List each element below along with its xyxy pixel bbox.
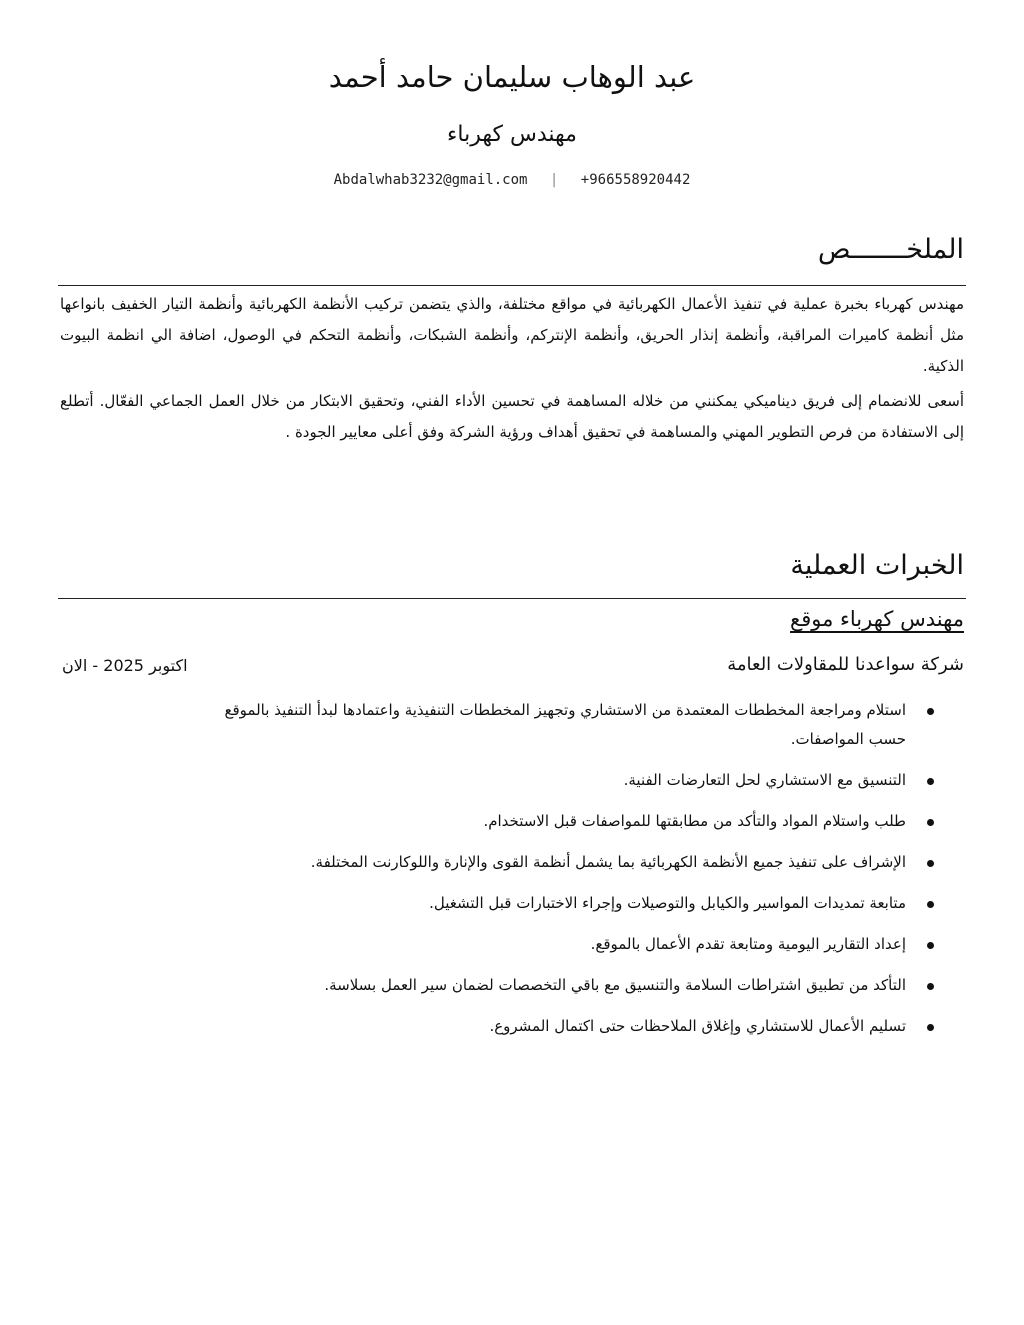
company-name: شركة سواعدنا للمقاولات العامة <box>727 654 964 675</box>
list-item-text: تسليم الأعمال للاستشاري وإغلاق الملاحظات حتى اكتمال المشروع. <box>489 1017 906 1035</box>
list-item <box>195 971 934 1000</box>
list-item <box>195 848 934 877</box>
job-title: مهندس كهرباء موقع <box>790 607 964 631</box>
list-item <box>195 807 934 836</box>
contact-separator: | <box>549 172 559 188</box>
list-item-text: طلب واستلام المواد والتأكد من مطابقتها للمواصفات قبل الاستخدام. <box>483 812 906 830</box>
list-item <box>195 1012 934 1041</box>
experience-divider <box>58 598 966 599</box>
list-item-text: الإشراف على تنفيذ جميع الأنظمة الكهربائية بما يشمل أنظمة القوى والإنارة واللوكارنت المختلفة. <box>310 853 906 871</box>
email-link[interactable]: Abdalwhab3232@gmail.com <box>333 172 528 188</box>
list-item <box>195 766 934 795</box>
phone-number[interactable]: +966558920442 <box>580 172 691 188</box>
bullet-icon <box>927 983 934 990</box>
summary-heading: الملخـــــــص <box>817 234 964 265</box>
bullet-icon <box>927 778 934 785</box>
list-item-text: متابعة تمديدات المواسير والكيابل والتوصيلات وإجراء الاختبارات قبل التشغيل. <box>429 894 906 912</box>
list-item-text: التأكد من تطبيق اشتراطات السلامة والتنسيق مع باقي التخصصات لضمان سير العمل بسلاسة. <box>324 976 906 994</box>
responsibilities-list <box>195 696 934 1053</box>
summary-paragraph: أسعى للانضمام إلى فريق ديناميكي يمكنني من خلاله المساهمة في تحسين الأداء الفني، وتحقيق الابتكار من خلال العمل الجماعي الفعّال. أتطلع إلى الاستفادة من فرص التطوير المهني والمساهمة في تحقيق أهداف ورؤية الشركة وفق أعلى معايير الجودة . <box>60 392 964 441</box>
list-item-text: إعداد التقارير اليومية ومتابعة تقدم الأعمال بالموقع. <box>590 935 906 953</box>
list-item <box>195 889 934 918</box>
job-date: اكتوبر 2025 - الان <box>62 656 188 675</box>
bullet-icon <box>927 942 934 949</box>
bullet-icon <box>927 860 934 867</box>
bullet-icon <box>927 1024 934 1031</box>
list-item <box>195 696 934 754</box>
list-item <box>195 930 934 959</box>
summary-body <box>60 289 964 452</box>
experience-heading: الخبرات العملية <box>790 550 964 581</box>
contact-line <box>0 172 1024 188</box>
summary-paragraph: مهندس كهرباء بخبرة عملية في تنفيذ الأعمال الكهربائية في مواقع مختلفة، والذي يتضمن تركيب الأنظمة الكهربائية وأنظمة التيار الخفيف بانواعها مثل أنظمة كاميرات المراقبة، وأنظمة إنذار الحريق، وأنظمة الإنتركم، وأنظمة الشبكات، وأنظمة التحكم في الوصول، اضافة الي انظمة البيوت الذكية. <box>60 295 964 375</box>
candidate-role: مهندس كهرباء <box>447 122 577 147</box>
summary-divider <box>58 285 966 286</box>
list-item-text: التنسيق مع الاستشاري لحل التعارضات الفنية. <box>623 771 906 789</box>
bullet-icon <box>927 901 934 908</box>
bullet-icon <box>927 708 934 715</box>
candidate-name: عبد الوهاب سليمان حامد أحمد <box>328 60 696 94</box>
list-item-text: استلام ومراجعة المخططات المعتمدة من الاستشاري وتجهيز المخططات التنفيذية واعتمادها لبدأ التنفيذ بالموقع حسب المواصفات. <box>224 701 906 748</box>
bullet-icon <box>927 819 934 826</box>
